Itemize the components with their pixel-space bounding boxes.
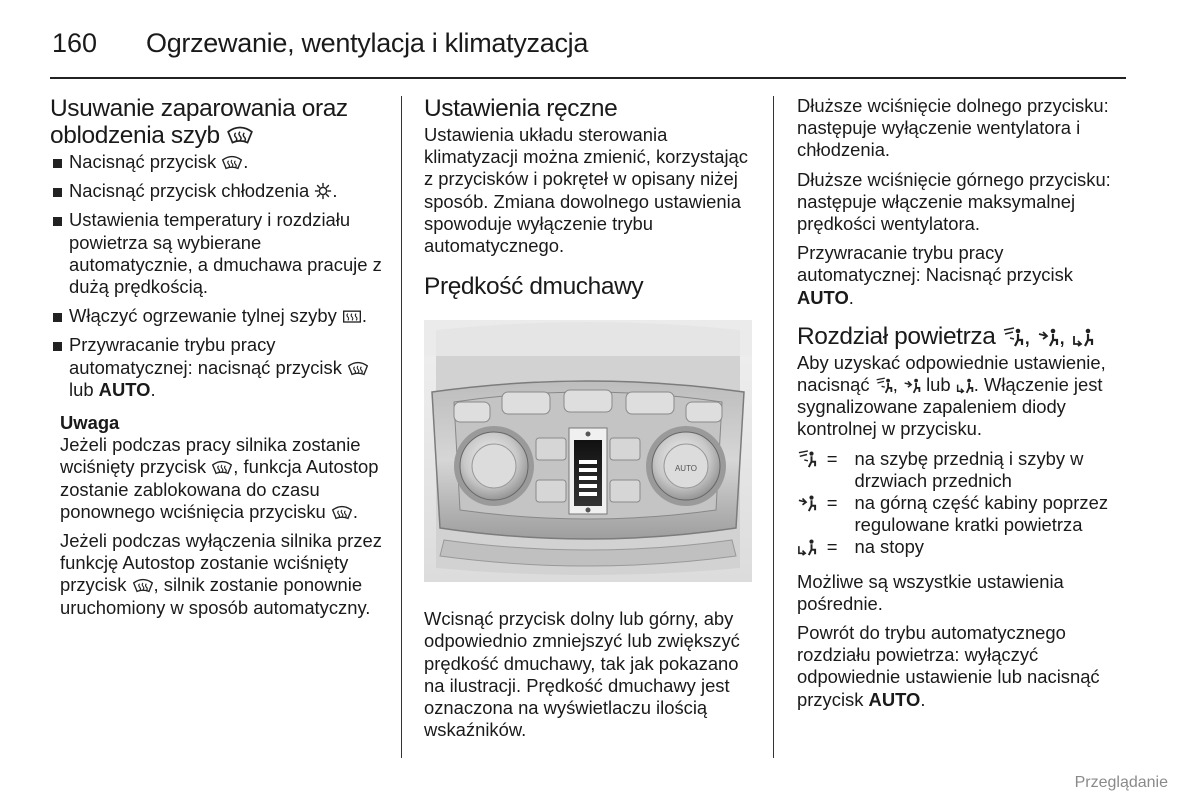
- heading-text: ,: [1058, 322, 1066, 350]
- airflow-upper-icon: [1037, 327, 1059, 347]
- paragraph-text: Aby uzyskać odpowiednie ustawienie, nacisnąć: [797, 351, 1106, 396]
- paragraph: [797, 622, 1132, 711]
- note-paragraph: [60, 434, 385, 523]
- list-item: [50, 151, 385, 173]
- paragraph: Dłuższe wciśnięcie dolnego przycisku: następuje wyłączenie wentylatora i chłodzenia.: [797, 95, 1109, 161]
- note-text: Jeżeli podczas wyłączenia silnika przez funkcję Autostop zostanie wciśnięty przycisk: [60, 530, 382, 596]
- paragraph-text: Przywracanie trybu pracy automatycznej: Nacisnąć przycisk: [797, 242, 1073, 286]
- page-number: 160: [52, 28, 98, 58]
- note-text: Jeżeli podczas pracy silnika zostanie wciśnięty przycisk: [60, 434, 361, 478]
- windscreen-defrost-icon: [132, 577, 154, 594]
- legend-row: [797, 448, 1132, 492]
- heading-text: oblodzenia szyb: [50, 122, 220, 149]
- heading-text: ,: [1023, 322, 1031, 350]
- airflow-feet-icon: [797, 538, 817, 556]
- airflow-upper-icon: [903, 377, 921, 394]
- paragraph-text: Powrót do trybu automatycznego rozdziału powietrza: wyłączyć odpowiednie ustawienie lub nacisnąć przycisk: [797, 622, 1100, 710]
- list-item: [50, 305, 385, 327]
- legend-equals: =: [826, 536, 838, 558]
- paragraph-text: .: [920, 688, 926, 710]
- airflow-windscreen-icon: [797, 450, 817, 468]
- list-item-text: Nacisnąć przycisk: [69, 151, 217, 172]
- windscreen-defrost-icon: [211, 459, 233, 476]
- list-item: [50, 180, 385, 202]
- subheading-fan-speed: Prędkość dmuchawy: [424, 273, 644, 301]
- windscreen-defrost-icon: [347, 360, 369, 377]
- column-defrost: [50, 95, 385, 626]
- legend-text: na szybę przednią i szyby w drzwiach przednich: [854, 447, 1084, 491]
- section-heading-air-distribution: [797, 323, 1132, 350]
- knob-auto-label: AUTO: [674, 464, 698, 474]
- page-title: Ogrzewanie, wentylacja i klimatyzacja: [146, 28, 589, 58]
- legend-text: na stopy: [854, 536, 925, 558]
- paragraph: Możliwe są wszystkie ustawienia pośrednie.: [797, 570, 1064, 614]
- list-item-text: .: [150, 378, 156, 400]
- note-text: , silnik zostanie ponownie uruchomiony w sposób automatyczny.: [60, 574, 371, 618]
- paragraph: [797, 242, 1132, 309]
- list-item-text: Nacisnąć przycisk chłodzenia: [69, 180, 310, 202]
- air-distribution-legend: [797, 448, 1132, 559]
- list-item-text: .: [243, 151, 249, 172]
- column-divider: [773, 96, 774, 758]
- paragraph: [797, 352, 1132, 441]
- fan-speed-paragraph: Wcisnąć przycisk dolny lub górny, aby odpowiednio zmniejszyć lub zwiększyć prędkość dmuchawy, tak jak pokazano na ilustracji. Prędkość dmuchawy jest oznaczona na wyświetlaczu ilością wskaźników.: [424, 608, 740, 741]
- column-divider: [401, 96, 402, 758]
- heading-text: Rozdział powietrza: [797, 322, 996, 350]
- legend-equals: =: [826, 447, 838, 469]
- airflow-windscreen-icon: [875, 377, 893, 394]
- legend-text: na górną część kabiny poprzez regulowane kratki powietrza: [854, 492, 1109, 536]
- paragraph-text: . Włączenie jest sygnalizowane zapaleniem diody kontrolnej w przycisku.: [797, 374, 1103, 440]
- windscreen-defrost-icon: [331, 504, 353, 521]
- airflow-upper-icon: [797, 494, 817, 512]
- airflow-windscreen-icon: [1002, 327, 1024, 347]
- note-title: Uwaga: [60, 412, 120, 434]
- paragraph: Dłuższe wciśnięcie górnego przycisku: następuje włączenie maksymalnej prędkości wentylatora.: [797, 168, 1111, 235]
- section-heading-defrost: [50, 95, 385, 149]
- footer-link[interactable]: Przeglądanie: [1074, 774, 1168, 791]
- paragraph-text: lub: [926, 374, 951, 396]
- windscreen-defrost-icon: [221, 154, 243, 171]
- list-item-text: .: [332, 180, 338, 202]
- paragraph-text: ,: [892, 374, 898, 396]
- heading-text: Usuwanie zaparowania oraz: [50, 95, 348, 122]
- list-item-text: Ustawienia temperatury i rozdziału powietrza są wybierane automatycznie, a dmuchawa pracuje z dużą prędkością.: [69, 209, 382, 298]
- note-text: .: [352, 500, 359, 522]
- defrost-steps: [50, 151, 385, 401]
- climate-panel-illustration: [424, 320, 752, 582]
- paragraph-text: .: [848, 286, 854, 308]
- list-item: [50, 334, 385, 401]
- list-item-text: .: [361, 305, 368, 327]
- rear-window-defrost-icon: [342, 309, 362, 325]
- intro-paragraph: Ustawienia układu sterowania klimatyzacji można zmienić, korzystając z przycisków i pokręteł w opisany niżej sposób. Zmiana dowolnego ustawienia spowoduje wyłączenie trybu automatycznego.: [424, 124, 748, 257]
- note-text: , funkcja Autostop zostanie zablokowana do czasu ponownego wciśnięcia przycisku: [60, 456, 379, 522]
- column-air-distribution: [797, 95, 1132, 718]
- section-heading-manual: Ustawienia ręczne: [424, 95, 618, 122]
- list-item-text: Włączyć ogrzewanie tylnej szyby: [69, 305, 337, 327]
- auto-label: AUTO: [98, 378, 151, 400]
- windscreen-defrost-icon: [226, 124, 254, 146]
- list-item-text: lub: [69, 378, 94, 400]
- legend-equals: =: [826, 492, 838, 514]
- column-manual-settings: [424, 95, 759, 748]
- auto-label: AUTO: [868, 688, 921, 710]
- legend-row: [797, 536, 1132, 558]
- airflow-feet-icon: [1072, 327, 1094, 347]
- airflow-feet-icon: [956, 377, 974, 394]
- ac-snowflake-icon: [314, 182, 332, 200]
- auto-label: AUTO: [797, 286, 849, 308]
- note-paragraph: [60, 530, 385, 619]
- climate-panel-photo: [424, 320, 752, 582]
- list-item: [50, 209, 385, 298]
- list-item-text: Przywracanie trybu pracy automatycznej: nacisnąć przycisk: [69, 334, 342, 378]
- note-body: [60, 434, 385, 619]
- legend-row: [797, 492, 1132, 536]
- page-header: [50, 22, 1126, 79]
